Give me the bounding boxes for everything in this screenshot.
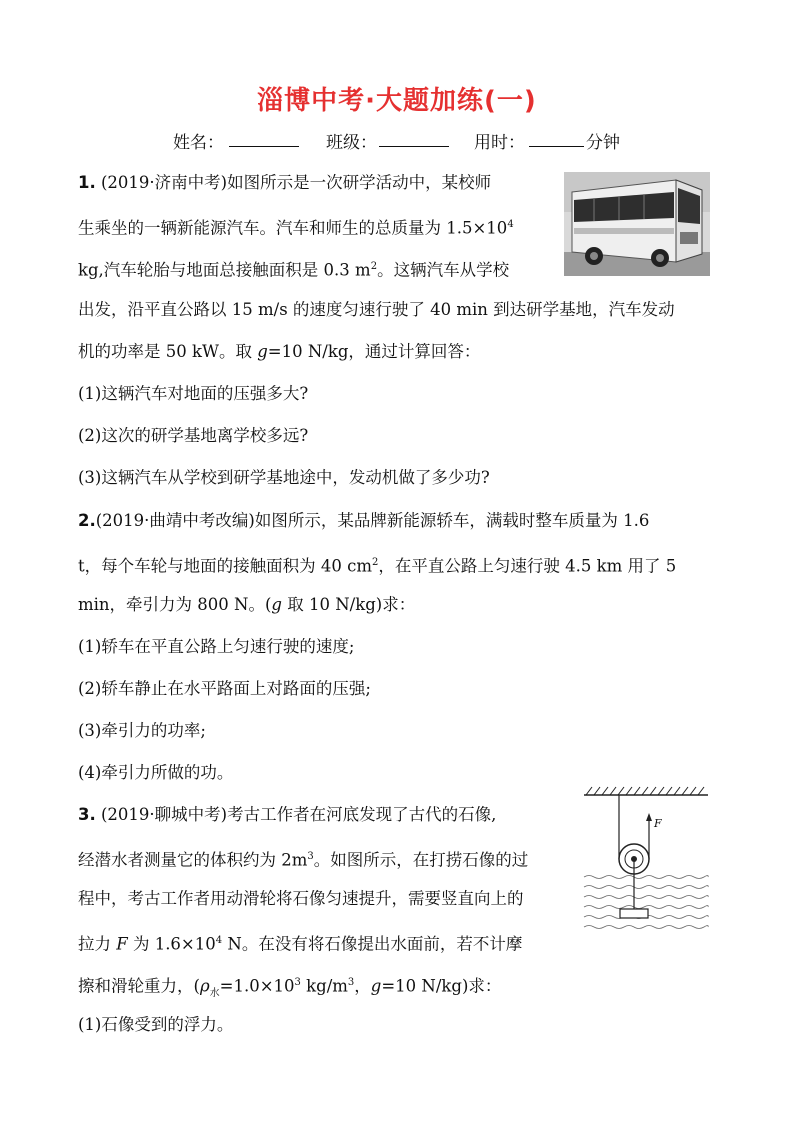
q3-line-5 bbox=[78, 972, 501, 1005]
q1-line-2 bbox=[78, 214, 514, 240]
q1-line-1 bbox=[78, 172, 491, 194]
minute-label: 分钟 bbox=[586, 133, 620, 153]
q1-line-5 bbox=[78, 341, 480, 363]
time-blank bbox=[529, 130, 584, 147]
q1-sup-4: 4 bbox=[507, 219, 514, 230]
q3-text-4c: N。在没有将石像提出水面前，若不计摩 bbox=[222, 934, 523, 954]
q1-sub-2: (2)这次的研学基地离学校多远? bbox=[78, 426, 309, 445]
class-blank bbox=[379, 130, 449, 147]
q2-text-3a: min，牵引力为 800 N。( bbox=[78, 595, 272, 614]
q2-line-3 bbox=[78, 594, 415, 616]
name-label: 姓名： bbox=[173, 133, 224, 153]
q3-source: (2019·聊城中考) bbox=[101, 805, 228, 824]
q1-text-3a: kg,汽车轮胎与地面总接触面积是 0.3 m bbox=[78, 260, 371, 280]
q1-line-3 bbox=[78, 256, 509, 282]
q3-text-1: 考古工作者在河底发现了古代的石像, bbox=[227, 805, 497, 824]
q1-text-5a: 机的功率是 50 kW。取 bbox=[78, 342, 258, 361]
q3-text-5e: =10 N/kg)求： bbox=[381, 976, 502, 996]
q1-text-1: 如图所示是一次研学活动中，某校师 bbox=[227, 173, 492, 192]
q3-text-4a: 拉力 bbox=[78, 934, 117, 954]
q3-sub-1: (1)石像受到的浮力。 bbox=[78, 1015, 234, 1034]
q2-sub-3: (3)牵引力的功率; bbox=[78, 721, 206, 740]
pulley-diagram bbox=[574, 785, 714, 935]
q3-text-5c: kg/m bbox=[300, 976, 348, 996]
q2-line-2 bbox=[78, 552, 676, 578]
time-label: 用时： bbox=[474, 133, 525, 153]
q2-text-2b: ，在平直公路上匀速行驶 4.5 km 用了 5 bbox=[378, 556, 677, 576]
q3-sup-3: 3 bbox=[307, 851, 314, 862]
q3-line-2 bbox=[78, 846, 528, 872]
q2-g-symbol: g bbox=[271, 595, 282, 614]
q2-sup-2: 2 bbox=[372, 557, 379, 568]
q2-text-3b: 取 10 N/kg)求： bbox=[281, 595, 416, 614]
water-surface bbox=[584, 876, 708, 929]
page-title: 淄博中考·大题加练(一) bbox=[257, 86, 537, 116]
q2-text-1: (2019·曲靖中考改编)如图所示，某品牌新能源轿车，满载时整车质量为 1.6 bbox=[95, 511, 650, 530]
q3-text-4b: 为 1.6×10 bbox=[127, 934, 216, 954]
q2-sub-4: (4)牵引力所做的功。 bbox=[78, 763, 234, 782]
name-blank bbox=[229, 130, 299, 147]
q3-text-2a: 经潜水者测量它的体积约为 2m bbox=[78, 850, 308, 870]
bus-photo bbox=[564, 172, 710, 276]
class-label: 班级： bbox=[326, 133, 377, 153]
q3-number: 3. bbox=[78, 805, 96, 824]
q2-sub-1: (1)轿车在平直公路上匀速行驶的速度; bbox=[78, 637, 355, 656]
q3-sup-3c: 3 bbox=[347, 977, 355, 988]
q1-text-2: 生乘坐的一辆新能源汽车。汽车和师生的总质量为 1.5×10 bbox=[78, 218, 508, 238]
q3-text-5d: ， bbox=[354, 976, 371, 996]
q3-g-symbol: g bbox=[370, 976, 382, 996]
q2-sub-2: (2)轿车静止在水平路面上对路面的压强; bbox=[78, 679, 371, 698]
q1-text-5b: =10 N/kg，通过计算回答： bbox=[267, 342, 481, 361]
q3-line-4 bbox=[78, 930, 522, 956]
q1-line-4: 出发，沿平直公路以 15 m/s 的速度匀速行驶了 40 min 到达研学基地，汽车发动 bbox=[78, 300, 675, 319]
q3-text-2b: 。如图所示，在打捞石像的过 bbox=[313, 850, 529, 870]
q2-line-1 bbox=[78, 510, 649, 532]
q3-line-3: 程中，考古工作者用动滑轮将石像匀速提升，需要竖直向上的 bbox=[78, 889, 524, 908]
q2-number: 2. bbox=[78, 511, 96, 530]
q1-sub-1: (1)这辆汽车对地面的压强多大? bbox=[78, 384, 309, 403]
q1-text-3b: 。这辆汽车从学校 bbox=[377, 260, 510, 280]
q2-text-2a: t，每个车轮与地面的接触面积为 40 cm bbox=[78, 556, 373, 576]
q1-sup-2: 2 bbox=[370, 261, 378, 272]
q3-sub-water: 水 bbox=[209, 987, 220, 999]
q1-sub-3: (3)这辆汽车从学校到研学基地途中，发动机做了多少功? bbox=[78, 468, 490, 487]
q3-text-5b: =1.0×10 bbox=[219, 976, 295, 996]
q3-sup-4: 4 bbox=[215, 935, 223, 946]
q3-text-5a: 擦和滑轮重力，( bbox=[78, 976, 200, 996]
q3-line-1 bbox=[78, 804, 496, 826]
force-label: F bbox=[654, 817, 662, 830]
q1-source: (2019·济南中考) bbox=[101, 173, 228, 192]
q3-sup-3b: 3 bbox=[294, 977, 301, 988]
q3-rho-symbol: ρ bbox=[199, 976, 210, 996]
q1-g-symbol: g bbox=[257, 342, 268, 361]
q1-number: 1. bbox=[78, 173, 96, 192]
q3-F-symbol: F bbox=[116, 934, 128, 954]
